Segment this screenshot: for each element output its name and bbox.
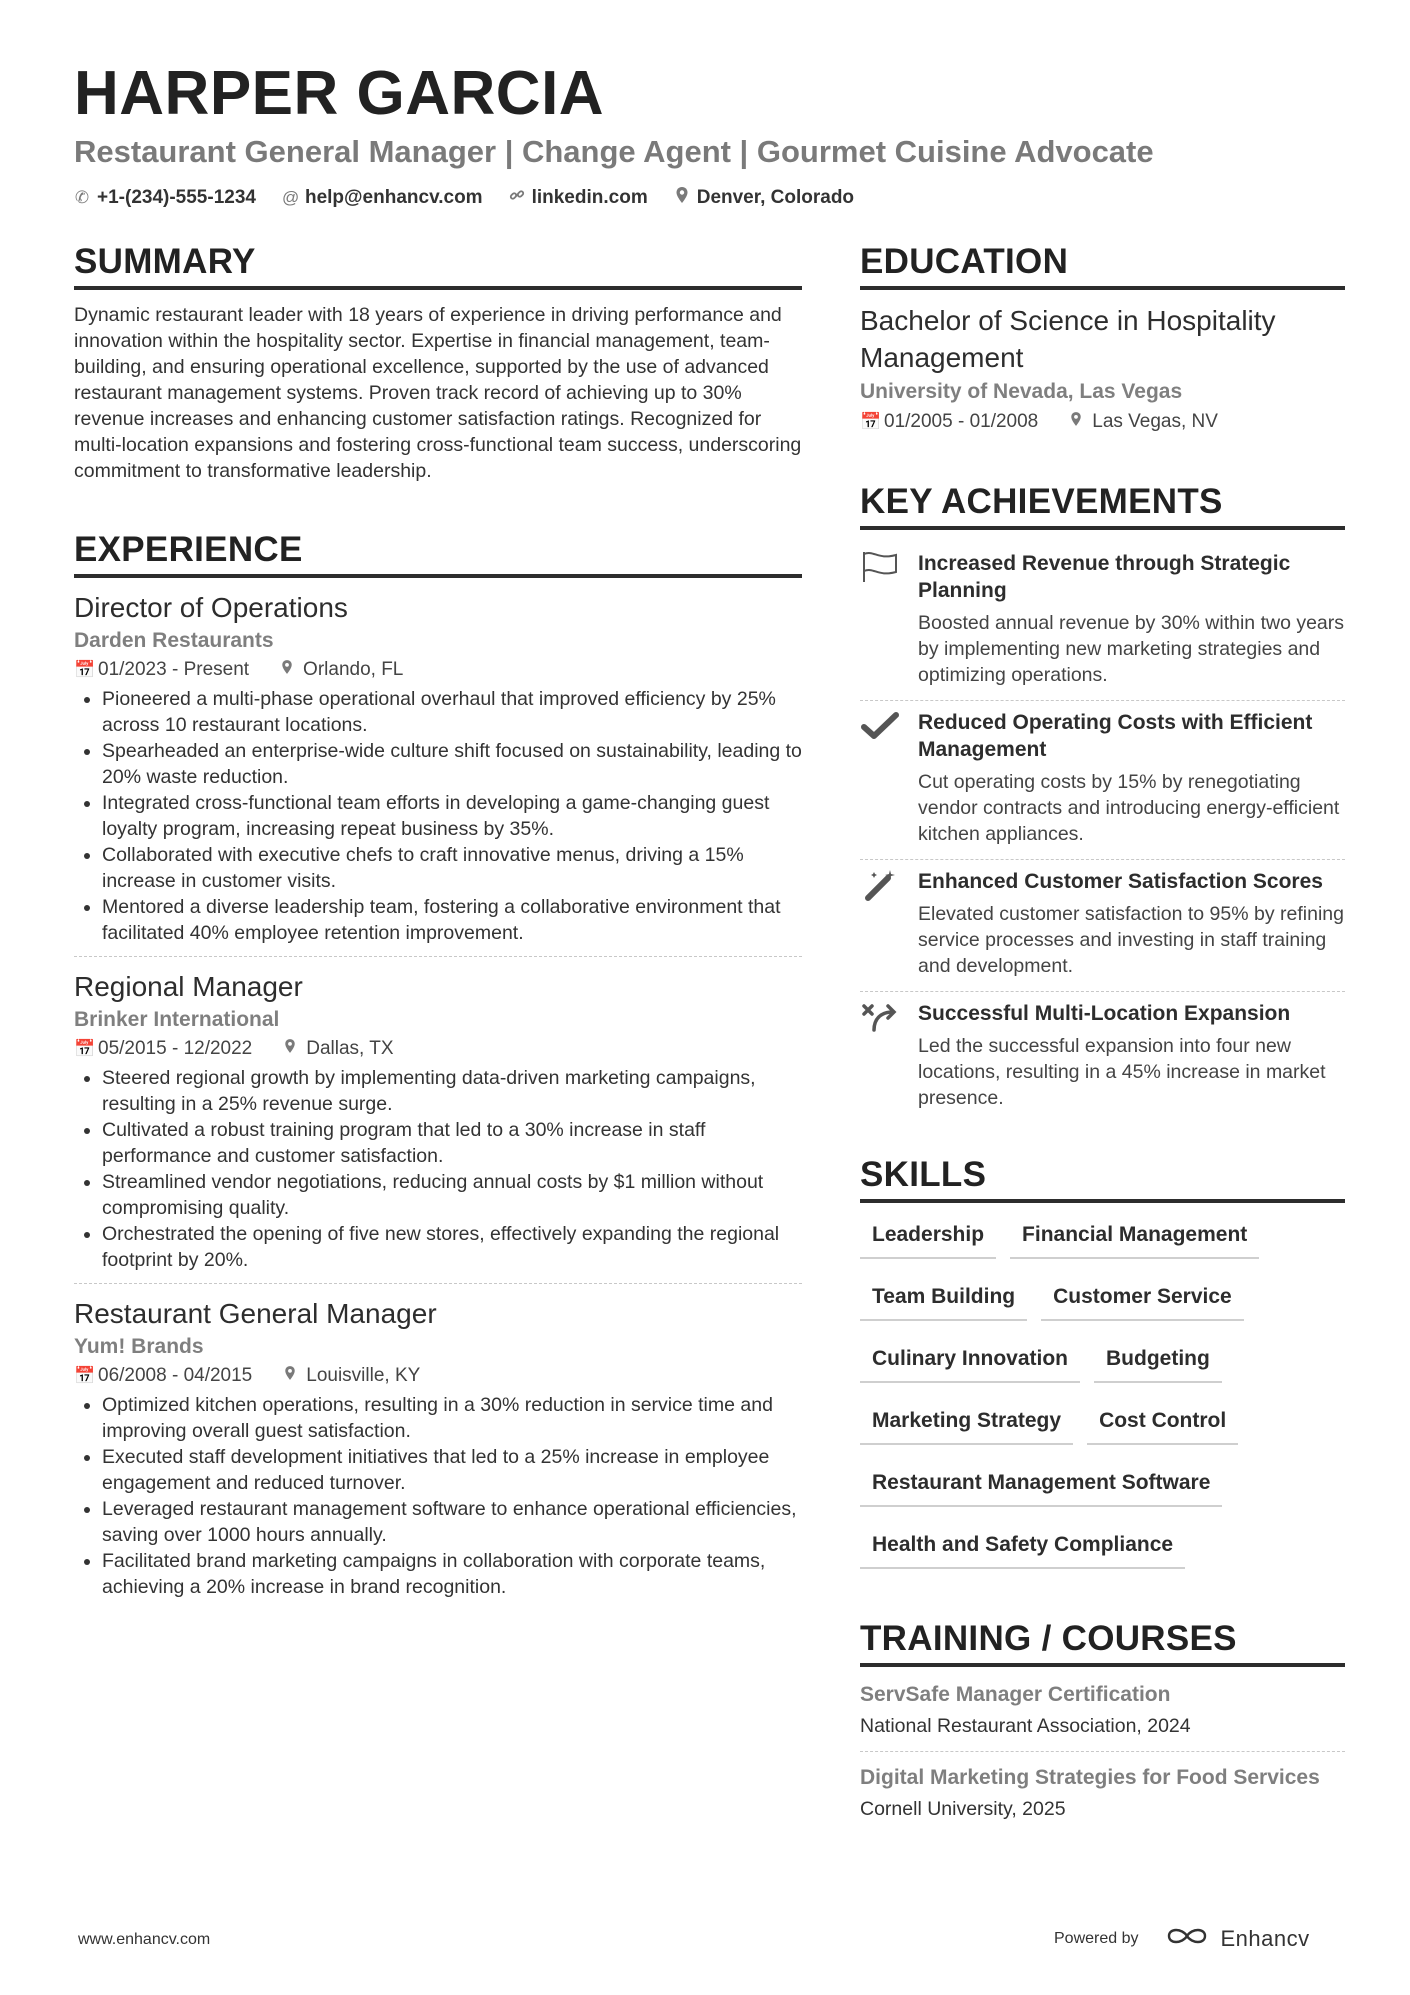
job-company: Brinker International <box>74 1008 280 1031</box>
education-section <box>860 240 1345 436</box>
job-entry <box>74 969 802 1284</box>
achievement-body <box>918 1000 1345 1111</box>
achievement-item <box>860 542 1345 701</box>
left-column <box>74 240 802 1622</box>
skills-heading: SKILLS <box>860 1153 1345 1203</box>
job-bullets <box>74 1065 802 1273</box>
job-location-text: Orlando, FL <box>303 659 404 680</box>
education-location <box>1068 408 1218 436</box>
check-icon <box>860 709 900 847</box>
job-entry <box>74 590 802 957</box>
education-meta <box>860 408 1345 436</box>
course-org: National Restaurant Association, 2024 <box>860 1715 1191 1737</box>
job-dates <box>74 1362 252 1390</box>
education-dates <box>860 408 1038 436</box>
job-title: Director of Operations <box>74 592 348 623</box>
job-bullet: • Facilitated brand marketing campaigns in collaboration with corporate teams, achieving a 20% increase in brand recognition. <box>102 1548 802 1600</box>
summary-text: Dynamic restaurant leader with 18 years of experience in driving performance and innovation within the hospitality sector. Expertise in financial management, team-building, and ensuring operational excellence, supported by the use of advanced restaurant management systems. Proven track record of achieving up to 30% revenue increases and enhancing customer satisfaction ratings. Recognized for multi-location expansions and fostering cross-functional team success, underscoring commitment to transformative leadership. <box>74 304 802 482</box>
contact-linkedin[interactable] <box>509 186 648 209</box>
experience-section <box>74 528 802 1610</box>
email-text[interactable]: help@enhancv.com <box>304 186 483 208</box>
calendar-icon: 📅 <box>74 660 96 679</box>
experience-heading: EXPERIENCE <box>74 528 802 578</box>
job-bullet: • Orchestrated the opening of five new stores, effectively expanding the regional footprint by 20%. <box>102 1221 802 1273</box>
achievement-item <box>860 860 1345 992</box>
job-dates-text: 05/2015 - 12/2022 <box>98 1038 253 1059</box>
calendar-icon: 📅 <box>74 1366 96 1385</box>
contact-location <box>674 186 854 209</box>
location-pin-icon <box>282 1035 298 1063</box>
link-icon <box>509 187 525 208</box>
job-location-text: Louisville, KY <box>306 1365 421 1386</box>
skill-tag: Health and Safety Compliance <box>860 1525 1185 1569</box>
education-degree: Bachelor of Science in Hospitality Management <box>860 305 1276 373</box>
job-bullet: • Integrated cross-functional team efforts in developing a game-changing guest loyalty program, increasing repeat business by 35%. <box>102 790 802 842</box>
job-company: Darden Restaurants <box>74 629 274 652</box>
achievement-title: Enhanced Customer Satisfaction Scores <box>918 870 1323 893</box>
skill-tag: Cost Control <box>1087 1401 1238 1445</box>
job-bullet: • Cultivated a robust training program that led to a 30% increase in staff performance and customer satisfaction. <box>102 1117 802 1169</box>
job-location-text: Dallas, TX <box>306 1038 394 1059</box>
skill-tag: Leadership <box>860 1215 996 1259</box>
job-bullet: • Spearheaded an enterprise-wide culture shift focused on sustainability, leading to 20% waste reduction. <box>102 738 802 790</box>
job-bullet: • Executed staff development initiatives that led to a 25% increase in employee engagement and reduced turnover. <box>102 1444 802 1496</box>
phone-text: +1-(234)-555-1234 <box>97 186 256 208</box>
skill-tag: Budgeting <box>1094 1339 1222 1383</box>
location-pin-icon <box>1068 408 1084 436</box>
job-bullet: • Pioneered a multi-phase operational overhaul that improved efficiency by 25% across 10 restaurant locations. <box>102 686 802 738</box>
flag-icon <box>860 550 900 688</box>
route-icon <box>860 1000 900 1111</box>
education-location-text: Las Vegas, NV <box>1092 411 1218 432</box>
course-title: ServSafe Manager Certification <box>860 1683 1171 1706</box>
infinity-logo-icon <box>1165 1924 1211 1954</box>
achievement-item <box>860 701 1345 860</box>
candidate-name: HARPER GARCIA <box>74 59 605 128</box>
job-company: Yum! Brands <box>74 1335 204 1358</box>
skills-list <box>860 1215 1345 1569</box>
footer-brand <box>1054 1924 1310 1954</box>
resume-header <box>74 56 1344 209</box>
job-bullet: • Optimized kitchen operations, resulting in a 30% reduction in service time and improving overall guest satisfaction. <box>102 1392 802 1444</box>
right-column <box>860 240 1345 1844</box>
job-dates <box>74 1035 252 1063</box>
summary-section <box>74 240 802 484</box>
powered-by-text: Powered by <box>1054 1930 1139 1947</box>
location-pin-icon <box>282 1362 298 1390</box>
achievement-item <box>860 992 1345 1123</box>
phone-icon: ✆ <box>74 187 90 207</box>
achievement-desc: Boosted annual revenue by 30% within two years by implementing new marketing strategies and optimizing operations. <box>918 612 1345 686</box>
linkedin-text[interactable]: linkedin.com <box>531 186 648 208</box>
job-bullet: • Streamlined vendor negotiations, reducing annual costs by $1 million without compromising quality. <box>102 1169 802 1221</box>
contact-email[interactable] <box>282 186 483 209</box>
job-dates-text: 01/2023 - Present <box>98 659 250 680</box>
skill-tag: Restaurant Management Software <box>860 1463 1222 1507</box>
course-item <box>860 1679 1345 1752</box>
course-org: Cornell University, 2025 <box>860 1798 1066 1820</box>
contact-phone <box>74 186 256 209</box>
skill-tag: Financial Management <box>1010 1215 1259 1259</box>
job-meta <box>74 1362 802 1390</box>
training-section <box>860 1617 1345 1834</box>
achievement-desc: Cut operating costs by 15% by renegotiating vendor contracts and introducing energy-efficient kitchen appliances. <box>918 771 1340 845</box>
job-bullet: • Steered regional growth by implementing data-driven marketing campaigns, resulting in a 25% revenue surge. <box>102 1065 802 1117</box>
brand-name: Enhancv <box>1220 1926 1310 1951</box>
course-item <box>860 1762 1345 1834</box>
footer-website[interactable]: www.enhancv.com <box>78 1931 211 1948</box>
skills-section <box>860 1153 1345 1569</box>
skill-tag: Customer Service <box>1041 1277 1244 1321</box>
job-entry <box>74 1296 802 1610</box>
calendar-icon: 📅 <box>74 1039 96 1058</box>
job-bullet: • Collaborated with executive chefs to craft innovative menus, driving a 15% increase in customer visits. <box>102 842 802 894</box>
achievement-desc: Elevated customer satisfaction to 95% by refining service processes and investing in staff training and development. <box>918 903 1344 977</box>
achievement-body <box>918 709 1345 847</box>
brand-logo[interactable] <box>1165 1924 1310 1954</box>
job-meta <box>74 656 802 684</box>
achievement-title: Successful Multi-Location Expansion <box>918 1002 1291 1025</box>
candidate-tagline: Restaurant General Manager | Change Agent | Gourmet Cuisine Advocate <box>74 134 1154 169</box>
achievement-title: Reduced Operating Costs with Efficient Management <box>918 711 1313 761</box>
calendar-icon: 📅 <box>860 412 882 431</box>
job-dates-text: 06/2008 - 04/2015 <box>98 1365 253 1386</box>
at-icon: @ <box>281 187 300 207</box>
job-location <box>282 1035 393 1063</box>
education-heading: EDUCATION <box>860 240 1345 290</box>
achievement-body <box>918 868 1345 979</box>
achievements-heading: KEY ACHIEVEMENTS <box>860 480 1345 530</box>
achievement-title: Increased Revenue through Strategic Planning <box>918 552 1291 602</box>
location-pin-icon <box>674 186 690 209</box>
education-school: University of Nevada, Las Vegas <box>860 380 1183 403</box>
job-bullets <box>74 1392 802 1600</box>
achievement-desc: Led the successful expansion into four new locations, resulting in a 45% increase in market presence. <box>918 1035 1326 1109</box>
training-heading: TRAINING / COURSES <box>860 1617 1345 1667</box>
location-text: Denver, Colorado <box>696 186 855 208</box>
skill-tag: Culinary Innovation <box>860 1339 1080 1383</box>
magic-wand-icon <box>860 868 900 979</box>
skill-tag: Team Building <box>860 1277 1027 1321</box>
job-bullet: • Leveraged restaurant management software to enhance operational efficiencies, saving over 1000 hours annually. <box>102 1496 802 1548</box>
summary-heading: SUMMARY <box>74 240 802 290</box>
job-location <box>282 1362 420 1390</box>
achievements-section <box>860 480 1345 1123</box>
job-title: Regional Manager <box>74 971 303 1002</box>
contact-bar <box>74 186 1344 209</box>
job-bullet: • Mentored a diverse leadership team, fostering a collaborative environment that facilitated 40% employee retention improvement. <box>102 894 802 946</box>
achievement-body <box>918 550 1345 688</box>
job-bullets <box>74 686 802 946</box>
location-pin-icon <box>279 656 295 684</box>
skill-tag: Marketing Strategy <box>860 1401 1073 1445</box>
education-dates-text: 01/2005 - 01/2008 <box>884 411 1039 432</box>
job-meta <box>74 1035 802 1063</box>
job-dates <box>74 656 249 684</box>
job-location <box>279 656 403 684</box>
job-title: Restaurant General Manager <box>74 1298 437 1329</box>
course-title: Digital Marketing Strategies for Food Services <box>860 1766 1320 1789</box>
